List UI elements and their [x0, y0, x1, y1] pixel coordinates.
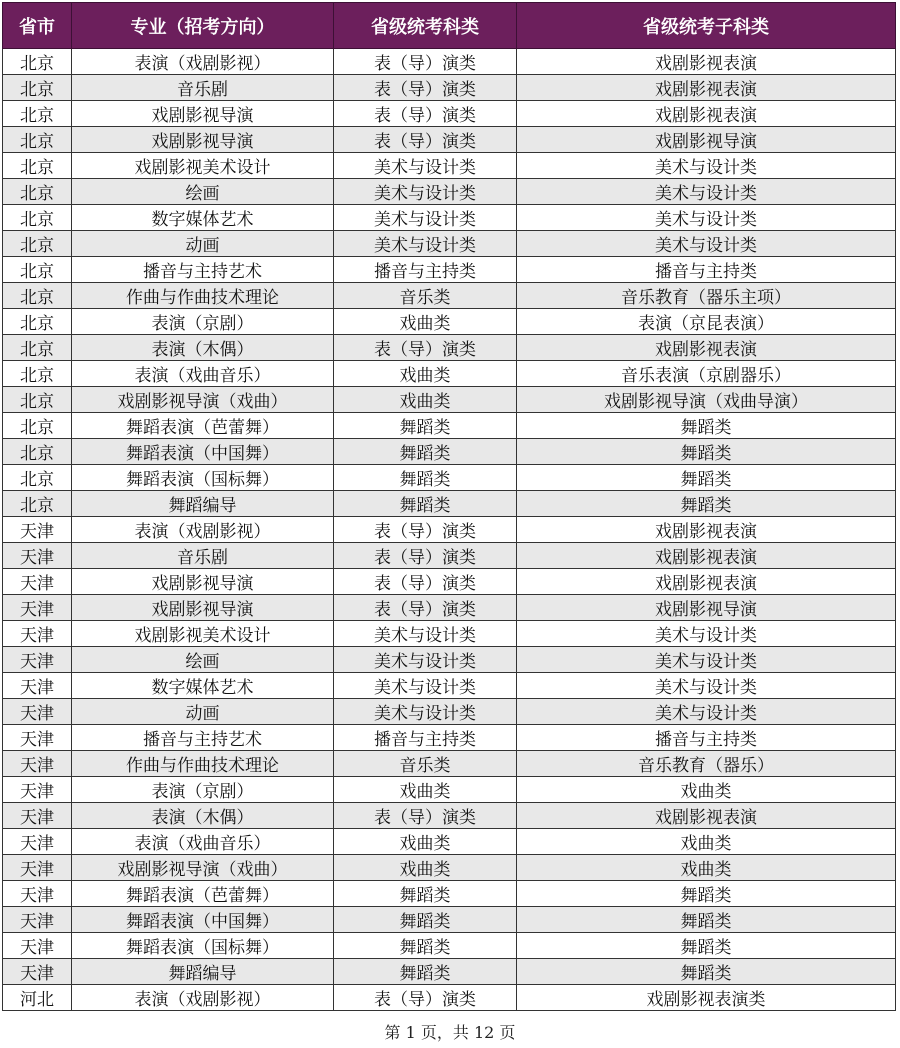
cell-major: 表演（京剧）: [72, 309, 334, 335]
cell-exam-subcategory: 舞蹈类: [517, 907, 896, 933]
cell-exam-category: 表（导）演类: [334, 75, 517, 101]
cell-exam-category: 表（导）演类: [334, 101, 517, 127]
cell-major: 戏剧影视导演（戏曲）: [72, 855, 334, 881]
cell-province: 天津: [3, 569, 72, 595]
cell-province: 北京: [3, 127, 72, 153]
cell-major: 戏剧影视导演: [72, 101, 334, 127]
cell-province: 天津: [3, 855, 72, 881]
cell-major: 表演（木偶）: [72, 335, 334, 361]
cell-exam-category: 表（导）演类: [334, 517, 517, 543]
cell-exam-category: 美术与设计类: [334, 673, 517, 699]
table-row: [3, 673, 896, 699]
table-row: [3, 855, 896, 881]
cell-exam-category: 表（导）演类: [334, 595, 517, 621]
table-row: [3, 361, 896, 387]
cell-exam-category: 舞蹈类: [334, 933, 517, 959]
cell-exam-category: 美术与设计类: [334, 153, 517, 179]
cell-exam-subcategory: 戏曲类: [517, 777, 896, 803]
table-body: [3, 49, 896, 1011]
cell-exam-category: 美术与设计类: [334, 205, 517, 231]
cell-major: 戏剧影视美术设计: [72, 153, 334, 179]
header-exam-subcategory: 省级统考子科类: [517, 3, 896, 49]
cell-exam-category: 表（导）演类: [334, 335, 517, 361]
cell-exam-subcategory: 戏剧影视表演: [517, 101, 896, 127]
cell-major: 表演（木偶）: [72, 803, 334, 829]
cell-major: 舞蹈表演（芭蕾舞）: [72, 881, 334, 907]
cell-major: 作曲与作曲技术理论: [72, 283, 334, 309]
cell-exam-subcategory: 舞蹈类: [517, 959, 896, 985]
table-row: [3, 49, 896, 75]
cell-exam-category: 戏曲类: [334, 777, 517, 803]
cell-major: 舞蹈表演（国标舞）: [72, 465, 334, 491]
table-row: [3, 153, 896, 179]
table-row: [3, 621, 896, 647]
cell-province: 北京: [3, 361, 72, 387]
cell-major: 表演（戏曲音乐）: [72, 829, 334, 855]
cell-province: 天津: [3, 595, 72, 621]
table-row: [3, 959, 896, 985]
cell-exam-category: 戏曲类: [334, 829, 517, 855]
cell-exam-subcategory: 舞蹈类: [517, 439, 896, 465]
table-row: [3, 985, 896, 1011]
cell-exam-subcategory: 表演（京昆表演）: [517, 309, 896, 335]
table-row: [3, 777, 896, 803]
cell-exam-subcategory: 戏剧影视导演（戏曲导演）: [517, 387, 896, 413]
cell-exam-subcategory: 音乐表演（京剧器乐）: [517, 361, 896, 387]
cell-exam-category: 舞蹈类: [334, 881, 517, 907]
table-row: [3, 75, 896, 101]
admissions-table: [2, 2, 896, 1011]
cell-major: 绘画: [72, 179, 334, 205]
cell-province: 天津: [3, 803, 72, 829]
cell-exam-category: 美术与设计类: [334, 699, 517, 725]
cell-province: 天津: [3, 621, 72, 647]
table-row: [3, 205, 896, 231]
table-row: [3, 595, 896, 621]
cell-major: 动画: [72, 699, 334, 725]
cell-province: 北京: [3, 75, 72, 101]
cell-exam-category: 美术与设计类: [334, 647, 517, 673]
table-row: [3, 179, 896, 205]
cell-exam-subcategory: 戏剧影视表演: [517, 569, 896, 595]
cell-province: 天津: [3, 751, 72, 777]
table-row: [3, 465, 896, 491]
table-row: [3, 413, 896, 439]
cell-province: 天津: [3, 881, 72, 907]
cell-exam-subcategory: 舞蹈类: [517, 413, 896, 439]
cell-province: 北京: [3, 101, 72, 127]
cell-exam-subcategory: 戏剧影视表演: [517, 75, 896, 101]
cell-exam-category: 美术与设计类: [334, 621, 517, 647]
cell-exam-subcategory: 美术与设计类: [517, 179, 896, 205]
cell-exam-subcategory: 舞蹈类: [517, 933, 896, 959]
table-row: [3, 335, 896, 361]
cell-major: 表演（戏剧影视）: [72, 49, 334, 75]
cell-exam-subcategory: 美术与设计类: [517, 647, 896, 673]
table-row: [3, 933, 896, 959]
cell-major: 播音与主持艺术: [72, 257, 334, 283]
cell-exam-category: 舞蹈类: [334, 959, 517, 985]
cell-exam-subcategory: 戏剧影视导演: [517, 595, 896, 621]
cell-exam-subcategory: 美术与设计类: [517, 231, 896, 257]
cell-major: 表演（京剧）: [72, 777, 334, 803]
cell-major: 表演（戏曲音乐）: [72, 361, 334, 387]
cell-exam-subcategory: 戏剧影视表演类: [517, 985, 896, 1011]
table-row: [3, 309, 896, 335]
cell-province: 北京: [3, 205, 72, 231]
cell-province: 北京: [3, 257, 72, 283]
table-row: [3, 491, 896, 517]
cell-exam-subcategory: 戏剧影视表演: [517, 49, 896, 75]
cell-exam-subcategory: 播音与主持类: [517, 257, 896, 283]
cell-exam-category: 表（导）演类: [334, 127, 517, 153]
cell-province: 天津: [3, 673, 72, 699]
header-exam-category: 省级统考科类: [334, 3, 517, 49]
cell-province: 北京: [3, 49, 72, 75]
table-row: [3, 569, 896, 595]
cell-province: 北京: [3, 283, 72, 309]
cell-exam-subcategory: 戏剧影视表演: [517, 543, 896, 569]
cell-province: 北京: [3, 491, 72, 517]
cell-province: 北京: [3, 335, 72, 361]
cell-exam-subcategory: 戏剧影视导演: [517, 127, 896, 153]
cell-major: 舞蹈表演（中国舞）: [72, 439, 334, 465]
cell-exam-category: 音乐类: [334, 751, 517, 777]
cell-major: 表演（戏剧影视）: [72, 517, 334, 543]
cell-province: 天津: [3, 933, 72, 959]
cell-province: 天津: [3, 829, 72, 855]
cell-exam-subcategory: 美术与设计类: [517, 699, 896, 725]
table-row: [3, 829, 896, 855]
cell-major: 动画: [72, 231, 334, 257]
cell-major: 表演（戏剧影视）: [72, 985, 334, 1011]
cell-exam-category: 舞蹈类: [334, 413, 517, 439]
cell-province: 天津: [3, 517, 72, 543]
cell-exam-subcategory: 舞蹈类: [517, 491, 896, 517]
cell-major: 数字媒体艺术: [72, 205, 334, 231]
cell-exam-category: 表（导）演类: [334, 569, 517, 595]
table-row: [3, 751, 896, 777]
cell-province: 天津: [3, 959, 72, 985]
cell-exam-category: 戏曲类: [334, 387, 517, 413]
cell-exam-subcategory: 美术与设计类: [517, 153, 896, 179]
table-row: [3, 257, 896, 283]
cell-major: 作曲与作曲技术理论: [72, 751, 334, 777]
cell-province: 北京: [3, 465, 72, 491]
cell-major: 播音与主持艺术: [72, 725, 334, 751]
cell-exam-subcategory: 舞蹈类: [517, 465, 896, 491]
table-row: [3, 907, 896, 933]
header-row: [3, 3, 896, 49]
cell-exam-subcategory: 美术与设计类: [517, 673, 896, 699]
cell-major: 绘画: [72, 647, 334, 673]
cell-province: 天津: [3, 777, 72, 803]
cell-province: 河北: [3, 985, 72, 1011]
cell-exam-subcategory: 戏剧影视表演: [517, 803, 896, 829]
cell-province: 北京: [3, 179, 72, 205]
cell-major: 舞蹈编导: [72, 959, 334, 985]
cell-major: 戏剧影视导演（戏曲）: [72, 387, 334, 413]
cell-province: 天津: [3, 725, 72, 751]
cell-major: 舞蹈表演（芭蕾舞）: [72, 413, 334, 439]
cell-province: 天津: [3, 647, 72, 673]
cell-exam-category: 播音与主持类: [334, 725, 517, 751]
page-number: 第 1 页，共 12 页: [384, 1023, 516, 1042]
table-row: [3, 283, 896, 309]
cell-exam-category: 戏曲类: [334, 361, 517, 387]
cell-major: 戏剧影视导演: [72, 569, 334, 595]
cell-exam-subcategory: 戏剧影视表演: [517, 517, 896, 543]
cell-exam-subcategory: 音乐教育（器乐主项）: [517, 283, 896, 309]
cell-province: 北京: [3, 413, 72, 439]
cell-exam-category: 播音与主持类: [334, 257, 517, 283]
cell-major: 戏剧影视美术设计: [72, 621, 334, 647]
cell-exam-category: 舞蹈类: [334, 907, 517, 933]
table-row: [3, 439, 896, 465]
cell-province: 北京: [3, 439, 72, 465]
cell-province: 天津: [3, 907, 72, 933]
table-row: [3, 543, 896, 569]
table-row: [3, 387, 896, 413]
cell-exam-category: 表（导）演类: [334, 985, 517, 1011]
cell-exam-subcategory: 戏剧影视表演: [517, 335, 896, 361]
cell-major: 数字媒体艺术: [72, 673, 334, 699]
cell-province: 北京: [3, 387, 72, 413]
cell-province: 北京: [3, 153, 72, 179]
cell-major: 舞蹈编导: [72, 491, 334, 517]
cell-province: 天津: [3, 543, 72, 569]
table-header: [3, 3, 896, 49]
cell-exam-subcategory: 美术与设计类: [517, 205, 896, 231]
table-row: [3, 647, 896, 673]
cell-province: 北京: [3, 309, 72, 335]
cell-exam-category: 表（导）演类: [334, 543, 517, 569]
header-province: 省市: [3, 3, 72, 49]
cell-exam-category: 表（导）演类: [334, 803, 517, 829]
cell-exam-subcategory: 播音与主持类: [517, 725, 896, 751]
cell-major: 音乐剧: [72, 543, 334, 569]
table-row: [3, 127, 896, 153]
table-row: [3, 881, 896, 907]
table-row: [3, 101, 896, 127]
table-row: [3, 231, 896, 257]
cell-exam-category: 音乐类: [334, 283, 517, 309]
table-row: [3, 725, 896, 751]
cell-exam-subcategory: 舞蹈类: [517, 881, 896, 907]
cell-exam-subcategory: 美术与设计类: [517, 621, 896, 647]
cell-exam-category: 舞蹈类: [334, 439, 517, 465]
cell-exam-category: 戏曲类: [334, 855, 517, 881]
cell-major: 戏剧影视导演: [72, 595, 334, 621]
cell-exam-category: 戏曲类: [334, 309, 517, 335]
cell-exam-category: 舞蹈类: [334, 465, 517, 491]
cell-major: 戏剧影视导演: [72, 127, 334, 153]
cell-exam-category: 美术与设计类: [334, 179, 517, 205]
cell-province: 北京: [3, 231, 72, 257]
cell-major: 音乐剧: [72, 75, 334, 101]
cell-major: 舞蹈表演（国标舞）: [72, 933, 334, 959]
header-major: 专业（招考方向）: [72, 3, 334, 49]
cell-province: 天津: [3, 699, 72, 725]
cell-exam-category: 美术与设计类: [334, 231, 517, 257]
table-row: [3, 517, 896, 543]
table-row: [3, 803, 896, 829]
table-row: [3, 699, 896, 725]
cell-exam-category: 表（导）演类: [334, 49, 517, 75]
cell-exam-subcategory: 音乐教育（器乐）: [517, 751, 896, 777]
cell-exam-category: 舞蹈类: [334, 491, 517, 517]
cell-major: 舞蹈表演（中国舞）: [72, 907, 334, 933]
cell-exam-subcategory: 戏曲类: [517, 855, 896, 881]
admissions-table-container: [2, 2, 895, 1011]
cell-exam-subcategory: 戏曲类: [517, 829, 896, 855]
